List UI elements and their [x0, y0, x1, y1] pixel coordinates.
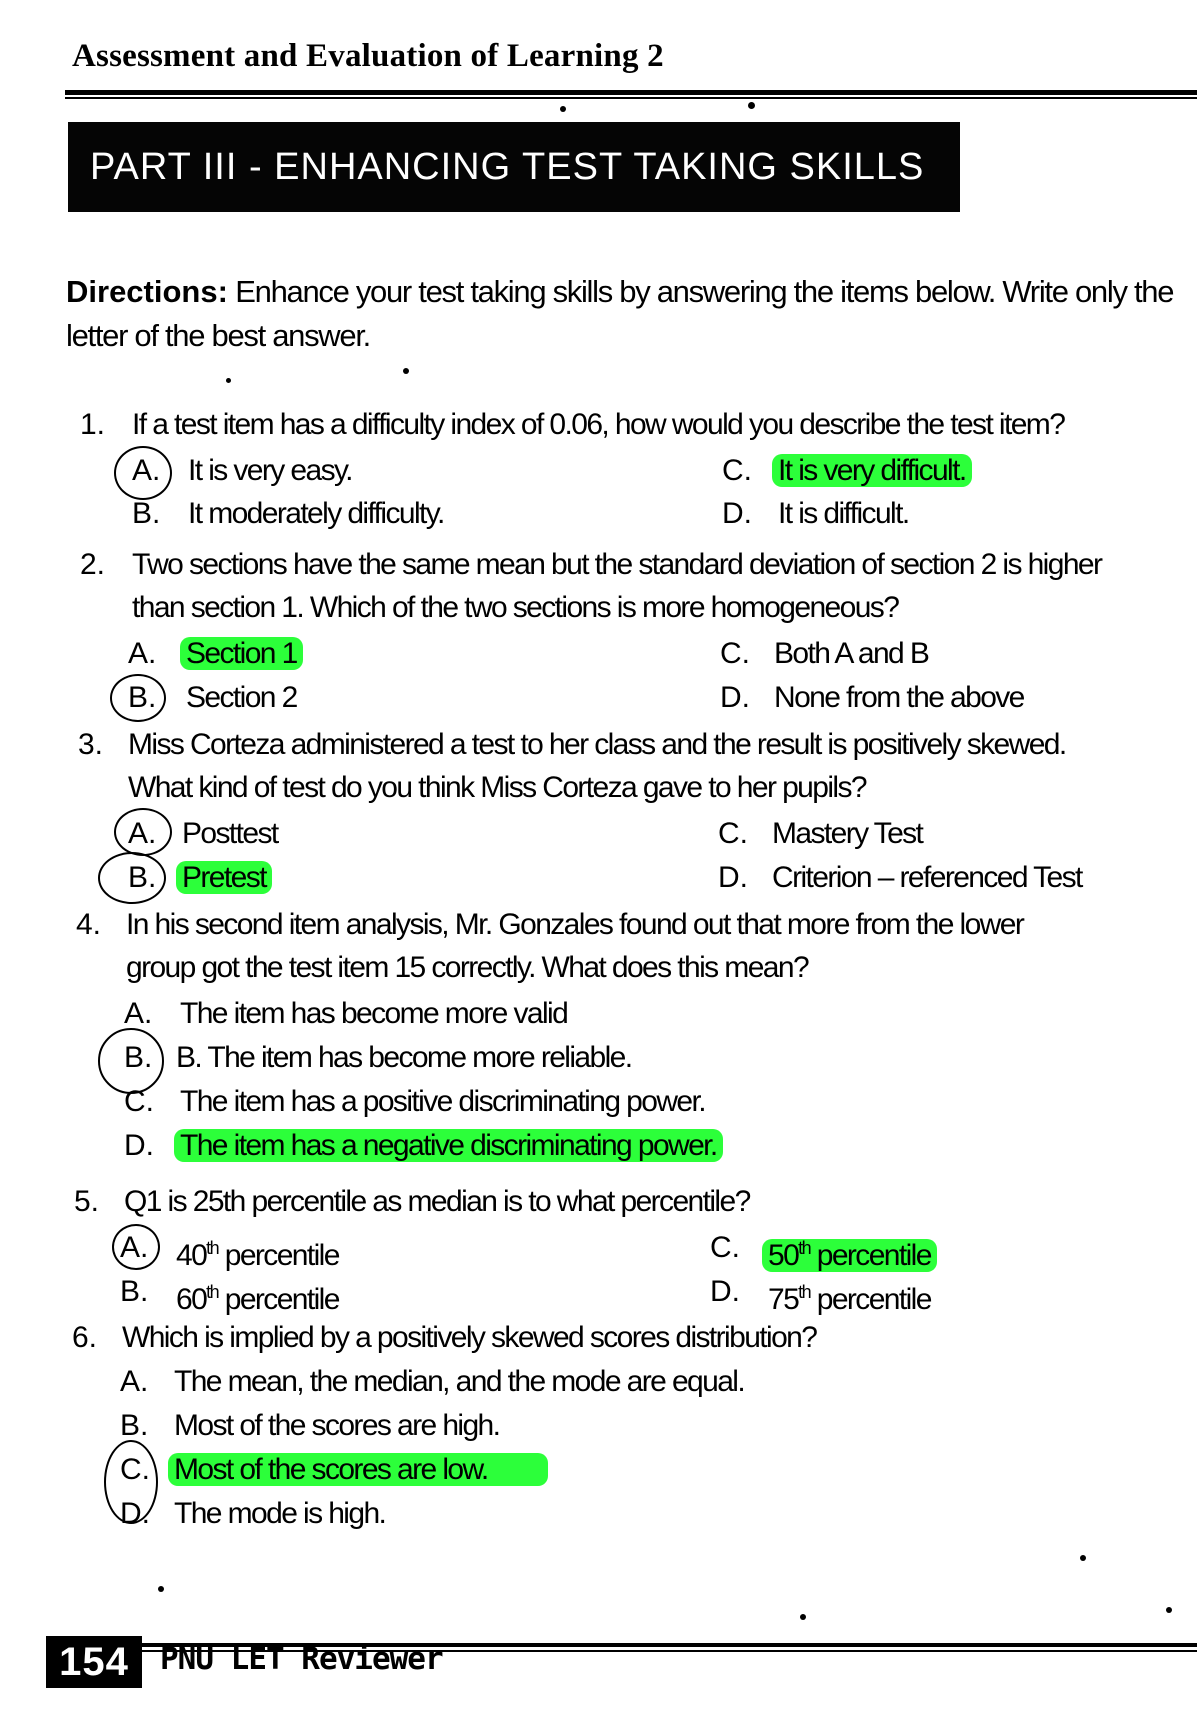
question-stem: What kind of test do you think Miss Corteza gave to her pupils?: [128, 771, 866, 804]
question-stem: In his second item analysis, Mr. Gonzales found out that more from the lower: [126, 908, 1024, 941]
answer-highlight: It is very difficult.: [772, 454, 972, 487]
ordinal-word: percentile: [224, 1283, 339, 1316]
part-title-banner: [68, 122, 960, 212]
question-number: 6.: [72, 1321, 98, 1354]
choice-letter: A.: [128, 637, 157, 670]
answer-highlight: Pretest: [176, 861, 272, 894]
choice-letter: A.: [120, 1365, 149, 1398]
choice-text: [768, 1272, 931, 1320]
choice-letter: B.: [120, 1275, 149, 1308]
choice-text: Posttest: [182, 817, 278, 850]
question-stem: Two sections have the same mean but the standard deviation of section 2 is higher: [132, 548, 1102, 581]
ordinal-suffix: th: [206, 1282, 218, 1302]
choice-text-highlighted: [174, 1450, 548, 1490]
choice-letter: C.: [718, 817, 748, 850]
choice-letter: D.: [722, 497, 752, 530]
choice-text: B. The item has become more reliable.: [176, 1041, 632, 1074]
choice-text-highlighted: [768, 1228, 937, 1276]
ordinal-word: percentile: [816, 1239, 931, 1272]
choice-text: [176, 1272, 339, 1320]
ordinal-suffix: th: [798, 1282, 810, 1302]
directions-text: Enhance your test taking skills by answering the items below. Write only the letter of the best answer.: [66, 274, 1174, 353]
choice-text: None from the above: [774, 681, 1024, 714]
choice-letter: A.: [128, 817, 157, 850]
answer-highlight: Most of the scores are low.: [168, 1453, 548, 1486]
scan-speck: [1166, 1607, 1172, 1613]
question-stem: Miss Corteza administered a test to her class and the result is positively skewed.: [128, 728, 1066, 761]
choice-text: The mean, the median, and the mode are equal.: [174, 1365, 745, 1398]
ordinal-number: 75: [768, 1283, 799, 1316]
choice-letter: C.: [722, 454, 752, 487]
question-stem: group got the test item 15 correctly. What does this mean?: [126, 951, 809, 984]
question-number: 3.: [78, 728, 104, 761]
scan-speck: [748, 102, 755, 109]
choice-text: It is very easy.: [188, 454, 352, 487]
pen-circle-mark: [98, 1028, 164, 1094]
ordinal-word: percentile: [816, 1283, 931, 1316]
question-number: 5.: [74, 1185, 100, 1218]
choice-letter: A.: [124, 997, 153, 1030]
choice-text-highlighted: [182, 858, 272, 898]
choice-text: Criterion – referenced Test: [772, 861, 1082, 894]
answer-highlight: [762, 1239, 937, 1272]
header-rule-thin: [65, 97, 1197, 99]
pen-circle-mark: [114, 808, 172, 856]
choice-text: Both A and B: [774, 637, 929, 670]
choice-text-highlighted: [186, 634, 303, 674]
choice-letter: C.: [710, 1231, 740, 1264]
choice-letter: B.: [124, 1041, 153, 1074]
scan-speck: [403, 368, 409, 374]
answer-highlight: The item has a negative discriminating power.: [174, 1129, 723, 1162]
pen-circle-mark: [114, 446, 172, 500]
directions: [66, 270, 1181, 358]
scan-speck: [560, 106, 566, 112]
choice-letter: D.: [720, 681, 750, 714]
choice-text: The mode is high.: [174, 1497, 386, 1530]
scan-speck: [800, 1614, 806, 1620]
question-number: 2.: [80, 548, 106, 581]
ordinal-number: 60: [176, 1283, 207, 1316]
choice-text: Section 2: [186, 681, 297, 714]
choice-letter: B.: [120, 1409, 149, 1442]
scan-speck: [158, 1586, 164, 1592]
question-stem: If a test item has a difficulty index of 0.06, how would you describe the test item?: [132, 408, 1065, 441]
part-title: PART III - ENHANCING TEST TAKING SKILLS: [90, 145, 925, 188]
page-number: 154: [46, 1636, 142, 1688]
choice-letter: B.: [128, 861, 157, 894]
ordinal-suffix: th: [798, 1238, 810, 1258]
question-stem: Q1 is 25th percentile as median is to what percentile?: [124, 1185, 750, 1218]
choice-text: It moderately difficulty.: [188, 497, 444, 530]
choice-text: Most of the scores are high.: [174, 1409, 500, 1442]
question-number: 4.: [76, 908, 102, 941]
ordinal-number: 40: [176, 1239, 207, 1272]
pen-circle-mark: [104, 1440, 158, 1524]
choice-letter: A.: [132, 454, 161, 487]
choice-letter: C.: [124, 1085, 154, 1118]
ordinal-suffix: th: [206, 1238, 218, 1258]
choice-letter: D.: [710, 1275, 740, 1308]
pen-circle-mark: [110, 674, 166, 722]
choice-text: [176, 1228, 339, 1276]
choice-text: Mastery Test: [772, 817, 923, 850]
choice-text-highlighted: [778, 451, 972, 491]
directions-label: Directions:: [66, 274, 228, 309]
ordinal-number: 50: [768, 1239, 799, 1272]
pen-circle-mark: [98, 852, 166, 904]
choice-letter: B.: [132, 497, 161, 530]
ordinal-word: percentile: [224, 1239, 339, 1272]
choice-letter: C.: [120, 1453, 150, 1486]
footer-title: PNU LET Reviewer: [160, 1641, 443, 1677]
choice-letter: B.: [128, 681, 157, 714]
choice-letter: D.: [120, 1497, 150, 1530]
question-number: 1.: [80, 408, 106, 441]
question-stem: than section 1. Which of the two sections is more homogeneous?: [132, 591, 899, 624]
answer-highlight: Section 1: [180, 637, 303, 670]
question-stem: Which is implied by a positively skewed scores distribution?: [122, 1321, 817, 1354]
choice-text-highlighted: [180, 1126, 723, 1166]
choice-letter: A.: [120, 1231, 149, 1264]
scan-speck: [1080, 1555, 1086, 1561]
scan-speck: [226, 378, 231, 383]
running-header: Assessment and Evaluation of Learning 2: [72, 38, 664, 74]
choice-letter: C.: [720, 637, 750, 670]
choice-letter: D.: [718, 861, 748, 894]
choice-text: The item has a positive discriminating power.: [180, 1085, 705, 1118]
choice-letter: D.: [124, 1129, 154, 1162]
choice-text: It is difficult.: [778, 497, 909, 530]
pen-circle-mark: [112, 1224, 160, 1270]
choice-text: The item has become more valid: [180, 997, 568, 1030]
header-rule: [65, 90, 1197, 95]
